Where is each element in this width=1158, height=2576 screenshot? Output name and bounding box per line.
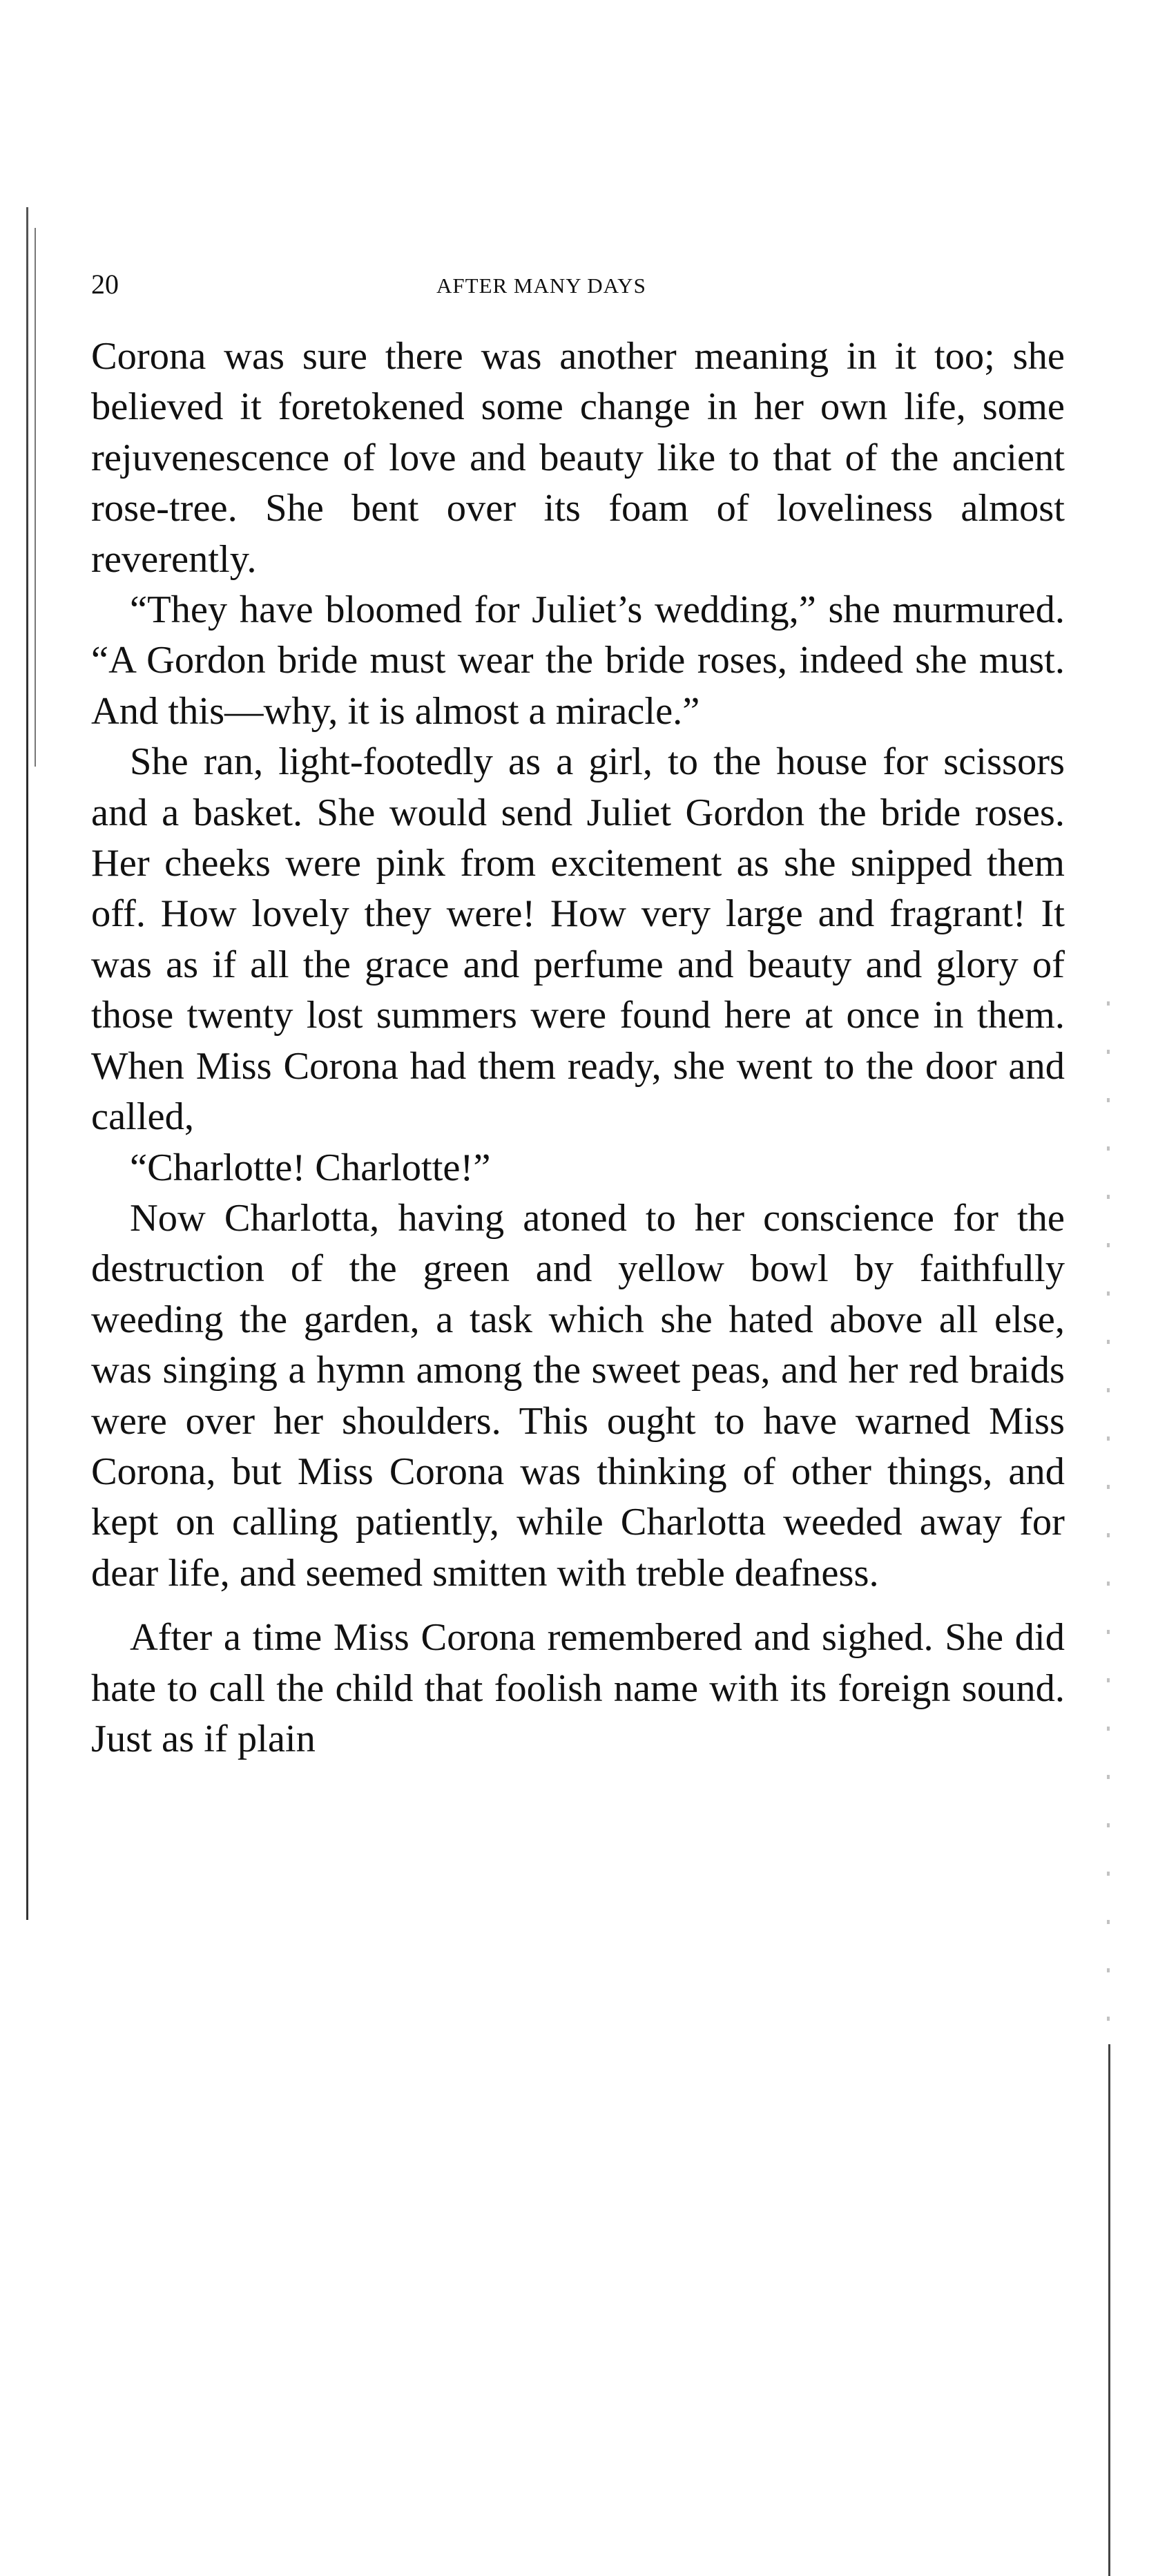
scan-edge-left-inner [35,228,36,767]
page-number: 20 [91,269,119,300]
page-header [91,262,1065,331]
paragraph: “They have bloomed for Juliet’s wedding,” she murmured. “A Gordon bride must wear the bride roses, indeed she must. And this—why, it is almost a miracle.” [91,588,1065,733]
paragraph: Corona was sure there was another meaning in it too; she believed it foretokened some change in her own life, some rejuvenescence of love and beauty like to that of the ancient rose-tree. She bent over its foam of loveliness almost reverently. [91,335,1065,581]
paragraph: “Charlotte! Charlotte!” [130,1146,491,1189]
scan-edge-right-marks [1107,1001,1110,2024]
body-text [91,331,1065,1765]
paragraph: She ran, light-footedly as a girl, to the house for scissors and a basket. She would send Juliet Gordon the bride roses. Her cheeks were pink from excitement as she snipped them off. How lovely they were! How very large and fragrant! It was as if all the grace and perfume and beauty and glory of those twenty lost summers were found here at once in them. When Miss Corona had them ready, she went to the door and called, [91,740,1065,1139]
paragraph: Now Charlotta, having atoned to her conscience for the destruction of the green and yellow bowl by faithfully weeding the garden, a task which she hated above all else, was singing a hymn among the sweet peas, and her red braids were over her shoulders. This ought to have warned Miss Corona, but Miss Corona was thinking of other things, and kept on calling patiently, while Charlotta weeded away for dear life, and seemed smitten with treble deafness. [91,1196,1065,1595]
running-head: AFTER MANY DAYS [436,273,646,298]
paragraph: After a time Miss Corona remembered and sighed. She did hate to call the child that foolish name with its foreign sound. Just as if plain [91,1616,1065,1760]
scan-edge-left [26,207,28,1920]
book-page [91,262,1065,1765]
scan-edge-right [1108,2044,1110,2576]
